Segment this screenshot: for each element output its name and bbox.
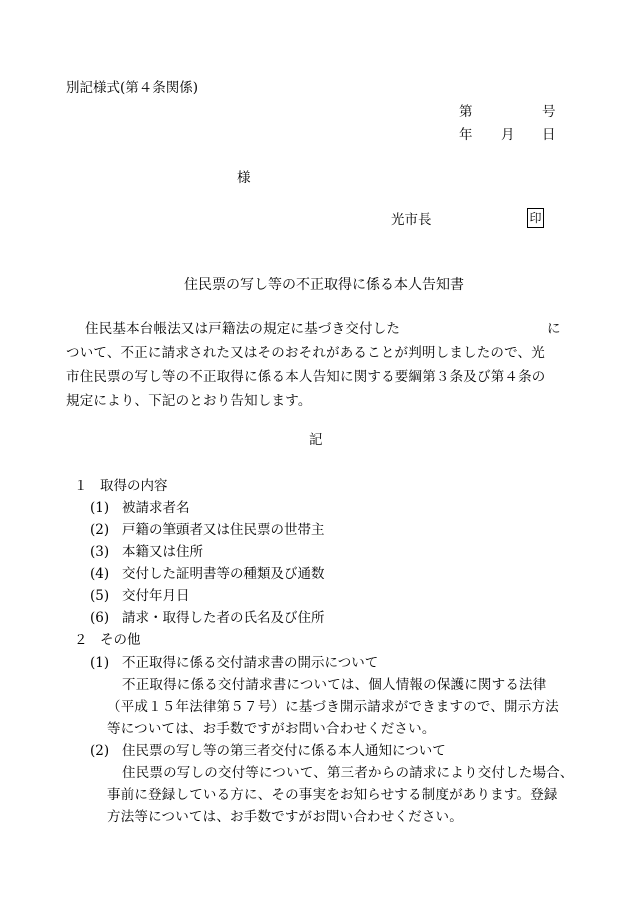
section2-item-num: (2)	[90, 743, 110, 759]
section2-number: ２	[74, 632, 88, 648]
section2-item-heading: 住民票の写し等の第三者交付に係る本人通知について	[122, 743, 446, 759]
section1-item-num: (2)	[90, 522, 110, 538]
section2-item-text: 不正取得に係る交付請求書については、個人情報の保護に関する法律	[122, 677, 547, 693]
section2-item-text: （平成１５年法律第５７号）に基づき開示請求ができますので、開示方法	[107, 699, 559, 715]
section1-item-num: (3)	[90, 544, 110, 560]
section2-item-text: 事前に登録している方に、その事実をお知らせする制度があります。登録	[107, 787, 558, 803]
intro-line1-start: 住民基本台帳法又は戸籍法の規定に基づき交付した	[85, 321, 401, 337]
section2-item-text: 住民票の写しの交付等について、第三者からの請求により交付した場合、	[122, 765, 574, 781]
section2-item-num: (1)	[90, 655, 110, 671]
number-dai: 第	[459, 104, 473, 120]
section1-item-num: (1)	[90, 500, 110, 516]
seal-mark: 印	[527, 208, 544, 228]
section1-item-label: 交付年月日	[122, 588, 190, 604]
date-day: 日	[542, 127, 556, 143]
section1-title: 取得の内容	[100, 478, 168, 494]
section1-item-label: 戸籍の筆頭者又は住民票の世帯主	[122, 522, 325, 538]
section2-item-text: 等については、お手数ですがお問い合わせください。	[107, 721, 436, 737]
number-go: 号	[542, 104, 556, 120]
section1-item-num: (6)	[90, 610, 110, 626]
date-month: 月	[501, 127, 515, 143]
addressee-suffix: 様	[237, 170, 251, 186]
section2-item-text: 方法等については、お手数ですがお問い合わせください。	[107, 809, 463, 825]
form-label: 別記様式(第４条関係)	[66, 80, 199, 96]
section1-item-num: (5)	[90, 588, 110, 604]
intro-line3: 市住民票の写し等の不正取得に係る本人告知に関する要綱第３条及び第４条の	[66, 369, 546, 385]
section1-number: １	[74, 478, 88, 494]
date-year: 年	[459, 127, 473, 143]
document-title: 住民票の写し等の不正取得に係る本人告知書	[184, 277, 464, 293]
ki-heading: 記	[309, 432, 323, 448]
intro-line1-end: に	[547, 321, 561, 337]
section1-item-num: (4)	[90, 566, 110, 582]
intro-line4: 規定により、下記のとおり告知します。	[66, 393, 312, 409]
section1-item-label: 本籍又は住所	[122, 544, 203, 560]
section1-item-label: 被請求者名	[122, 500, 190, 516]
issuer: 光市長	[391, 212, 432, 228]
section2-title: その他	[100, 632, 141, 648]
section1-item-label: 請求・取得した者の氏名及び住所	[122, 610, 325, 626]
section1-item-label: 交付した証明書等の種類及び通数	[122, 566, 325, 582]
intro-line2: ついて、不正に請求された又はそのおそれがあることが判明しましたので、光	[66, 345, 545, 361]
section2-item-heading: 不正取得に係る交付請求書の開示について	[122, 655, 379, 671]
